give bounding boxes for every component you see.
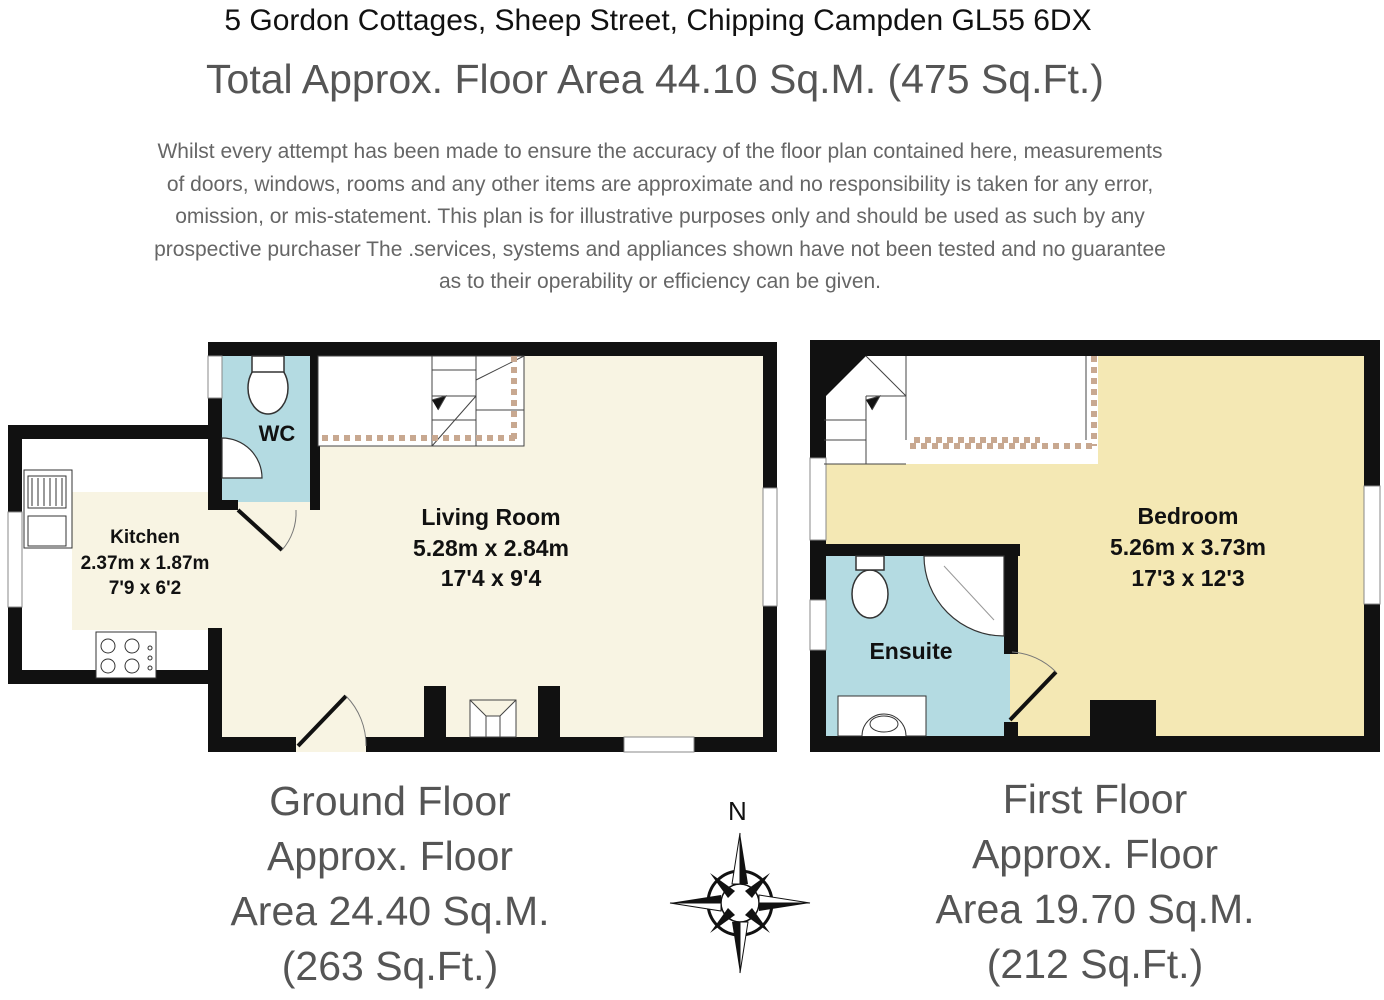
wc-wall-bottom [208, 500, 238, 510]
ensuite-wall-right-stub [1004, 722, 1018, 738]
chimney-left [424, 686, 446, 738]
chimney-right [538, 686, 560, 738]
kitchen-window [8, 512, 22, 607]
ground-caption-line: (263 Sq.Ft.) [281, 943, 499, 989]
wc-window [208, 356, 222, 398]
compass-north-label: N [728, 796, 747, 826]
ff-chimney [1090, 700, 1156, 738]
first-caption-line: First Floor [1002, 776, 1188, 822]
living-room-metric: 5.28m x 2.84m [412, 535, 570, 561]
ff-wall-top [810, 340, 1380, 356]
total-floor-area: Total Approx. Floor Area 44.10 Sq.M. (475 Sq.Ft.) [206, 56, 1104, 102]
kitchen-metric: 2.37m x 1.87m [80, 553, 210, 574]
compass-rose-icon [670, 833, 810, 973]
first-floor-plan [810, 340, 1380, 752]
disclaimer-line: omission, or mis-statement. This plan is for illustrative purposes only and should be used as such by any [175, 205, 1145, 228]
bedroom-metric: 5.26m x 3.73m [1109, 534, 1267, 560]
ff-wall-bottom [810, 736, 1380, 752]
ground-stairs [318, 356, 524, 446]
wc-cistern [252, 356, 284, 372]
first-floor-caption [890, 772, 1300, 992]
kitchen-wall-top [8, 425, 222, 439]
kitchen-label: Kitchen [110, 527, 180, 548]
disclaimer-line: Whilst every attempt has been made to ensure the accuracy of the floor plan contained here, measurements [157, 140, 1163, 163]
disclaimer-line: of doors, windows, rooms and any other items are approximate and no responsibility is taken for any error, [166, 172, 1154, 196]
bedroom-window [1364, 486, 1380, 604]
bedroom-imperial: 17'3 x 12'3 [1131, 565, 1245, 591]
kitchen-sink [24, 470, 72, 548]
property-address: 5 Gordon Cottages, Sheep Street, Chipping Campden GL55 6DX [224, 4, 1092, 37]
ensuite-label: Ensuite [869, 638, 953, 664]
living-room-imperial: 17'4 x 9'4 [440, 565, 542, 591]
kitchen-wall-right-stub [208, 628, 222, 672]
wall-top [208, 342, 777, 356]
ensuite-toilet [852, 570, 888, 618]
first-caption-line: Approx. Floor [971, 831, 1219, 877]
first-caption-line: Area 19.70 Sq.M. [935, 886, 1255, 932]
living-room-label: Living Room [421, 504, 561, 530]
kitchen-imperial: 7'9 x 6'2 [108, 578, 182, 599]
ground-floor-plan [8, 342, 777, 752]
ground-caption-line: Approx. Floor [266, 833, 514, 879]
disclaimer-line: prospective purchaser The .services, systems and appliances shown have not been tested and no guarantee [154, 237, 1166, 261]
ground-caption-line: Area 24.40 Sq.M. [230, 888, 550, 934]
ground-floor-caption [180, 774, 600, 994]
wc-label: WC [258, 421, 296, 446]
ground-caption-line: Ground Floor [269, 778, 511, 824]
ff-wall-left [810, 340, 826, 752]
ff-window-left [810, 458, 826, 540]
ensuite-wall-right [1004, 544, 1018, 654]
bedroom-label: Bedroom [1137, 503, 1239, 529]
living-window-bottom [624, 737, 694, 752]
ensuite-wall-top [824, 544, 1020, 556]
first-caption-line: (212 Sq.Ft.) [986, 941, 1204, 987]
ensuite-window [810, 600, 826, 650]
disclaimer-line: as to their operability or efficiency can be given. [438, 270, 882, 293]
wall-left-lower [208, 670, 222, 752]
living-window-right [763, 488, 777, 606]
ensuite-basin [838, 696, 926, 736]
ensuite-cistern [856, 556, 884, 570]
kitchen-hob [96, 632, 156, 678]
